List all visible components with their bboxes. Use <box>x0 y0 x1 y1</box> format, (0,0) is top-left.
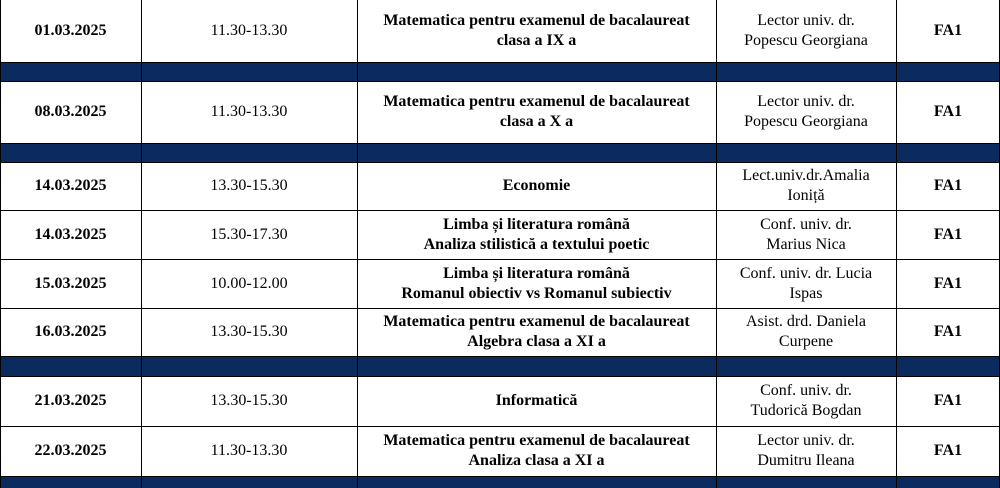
grid-line <box>357 0 358 488</box>
date-cell: 22.03.2025 <box>34 442 107 459</box>
room-cell: FA1 <box>933 22 963 39</box>
separator-band <box>0 62 1000 81</box>
grid-line <box>0 476 1000 477</box>
course-cell: Matematica pentru examenul de bacalaureat Algebra clasa a XI a <box>383 313 690 350</box>
professor-cell: Lector univ. dr. Popescu Georgiana <box>744 12 868 49</box>
room-cell: FA1 <box>933 225 963 243</box>
grid-line <box>0 62 1000 63</box>
professor-cell: Conf. univ. dr. Marius Nica <box>760 215 852 253</box>
date-cell: 01.03.2025 <box>34 22 107 39</box>
time-cell: 15.30-17.30 <box>210 225 288 243</box>
course-cell: Economie <box>502 177 571 194</box>
grid-line <box>0 81 1000 82</box>
room-cell: FA1 <box>933 323 963 340</box>
table-row <box>0 162 1000 210</box>
date-cell: 15.03.2025 <box>34 274 107 292</box>
course-cell: Matematica pentru examenul de bacalaureat clasa a IX a <box>383 12 690 49</box>
course-cell: Limba și literatura română Romanul obiectiv vs Romanul subiectiv <box>401 264 672 302</box>
time-cell: 13.30-15.30 <box>210 177 288 194</box>
professor-cell: Conf. univ. dr. Tudorică Bogdan <box>750 382 862 419</box>
room-cell: FA1 <box>933 392 963 409</box>
time-cell: 13.30-15.30 <box>210 323 288 340</box>
date-cell: 08.03.2025 <box>34 103 107 120</box>
time-cell: 11.30-13.30 <box>210 22 288 39</box>
grid-line <box>141 0 142 488</box>
date-cell: 14.03.2025 <box>34 225 107 243</box>
grid-line <box>0 356 1000 357</box>
room-cell: FA1 <box>933 442 963 459</box>
table-row <box>0 0 1000 62</box>
course-cell: Matematica pentru examenul de bacalaureat Analiza clasa a XI a <box>383 432 690 469</box>
time-cell: 11.30-13.30 <box>210 442 288 459</box>
professor-cell: Lector univ. dr. Popescu Georgiana <box>744 93 868 130</box>
separator-band <box>0 143 1000 162</box>
professor-cell: Asist. drd. Daniela Curpene <box>746 313 866 350</box>
course-cell: Matematica pentru examenul de bacalaureat clasa a X a <box>383 93 690 130</box>
professor-cell: Lect.univ.dr.Amalia Ioniță <box>742 167 870 204</box>
date-cell: 21.03.2025 <box>34 392 107 409</box>
grid-line <box>0 210 1000 211</box>
date-cell: 14.03.2025 <box>34 177 107 194</box>
separator-band <box>0 356 1000 376</box>
course-cell: Informatică <box>495 392 578 409</box>
separator-band <box>0 476 1000 488</box>
grid-line <box>0 376 1000 377</box>
table-row <box>0 308 1000 356</box>
room-cell: FA1 <box>933 274 963 292</box>
course-cell: Limba și literatura română Analiza stilistică a textului poetic <box>423 215 650 253</box>
grid-line <box>0 0 1 488</box>
professor-cell: Lector univ. dr. Dumitru Ileana <box>757 432 855 469</box>
grid-line <box>716 0 717 488</box>
grid-line <box>0 426 1000 427</box>
time-cell: 11.30-13.30 <box>210 103 288 120</box>
grid-line <box>0 308 1000 309</box>
time-cell: 10.00-12.00 <box>210 274 288 292</box>
grid-line <box>896 0 897 488</box>
room-cell: FA1 <box>933 103 963 120</box>
grid-line <box>0 143 1000 144</box>
date-cell: 16.03.2025 <box>34 323 107 340</box>
time-cell: 13.30-15.30 <box>210 392 288 409</box>
table-row <box>0 426 1000 476</box>
table-row <box>0 210 1000 259</box>
table-row <box>0 376 1000 426</box>
room-cell: FA1 <box>933 177 963 194</box>
grid-line <box>0 162 1000 163</box>
table-row <box>0 81 1000 143</box>
professor-cell: Conf. univ. dr. Lucia Ispas <box>739 264 873 302</box>
grid-line <box>0 259 1000 260</box>
table-row <box>0 259 1000 308</box>
